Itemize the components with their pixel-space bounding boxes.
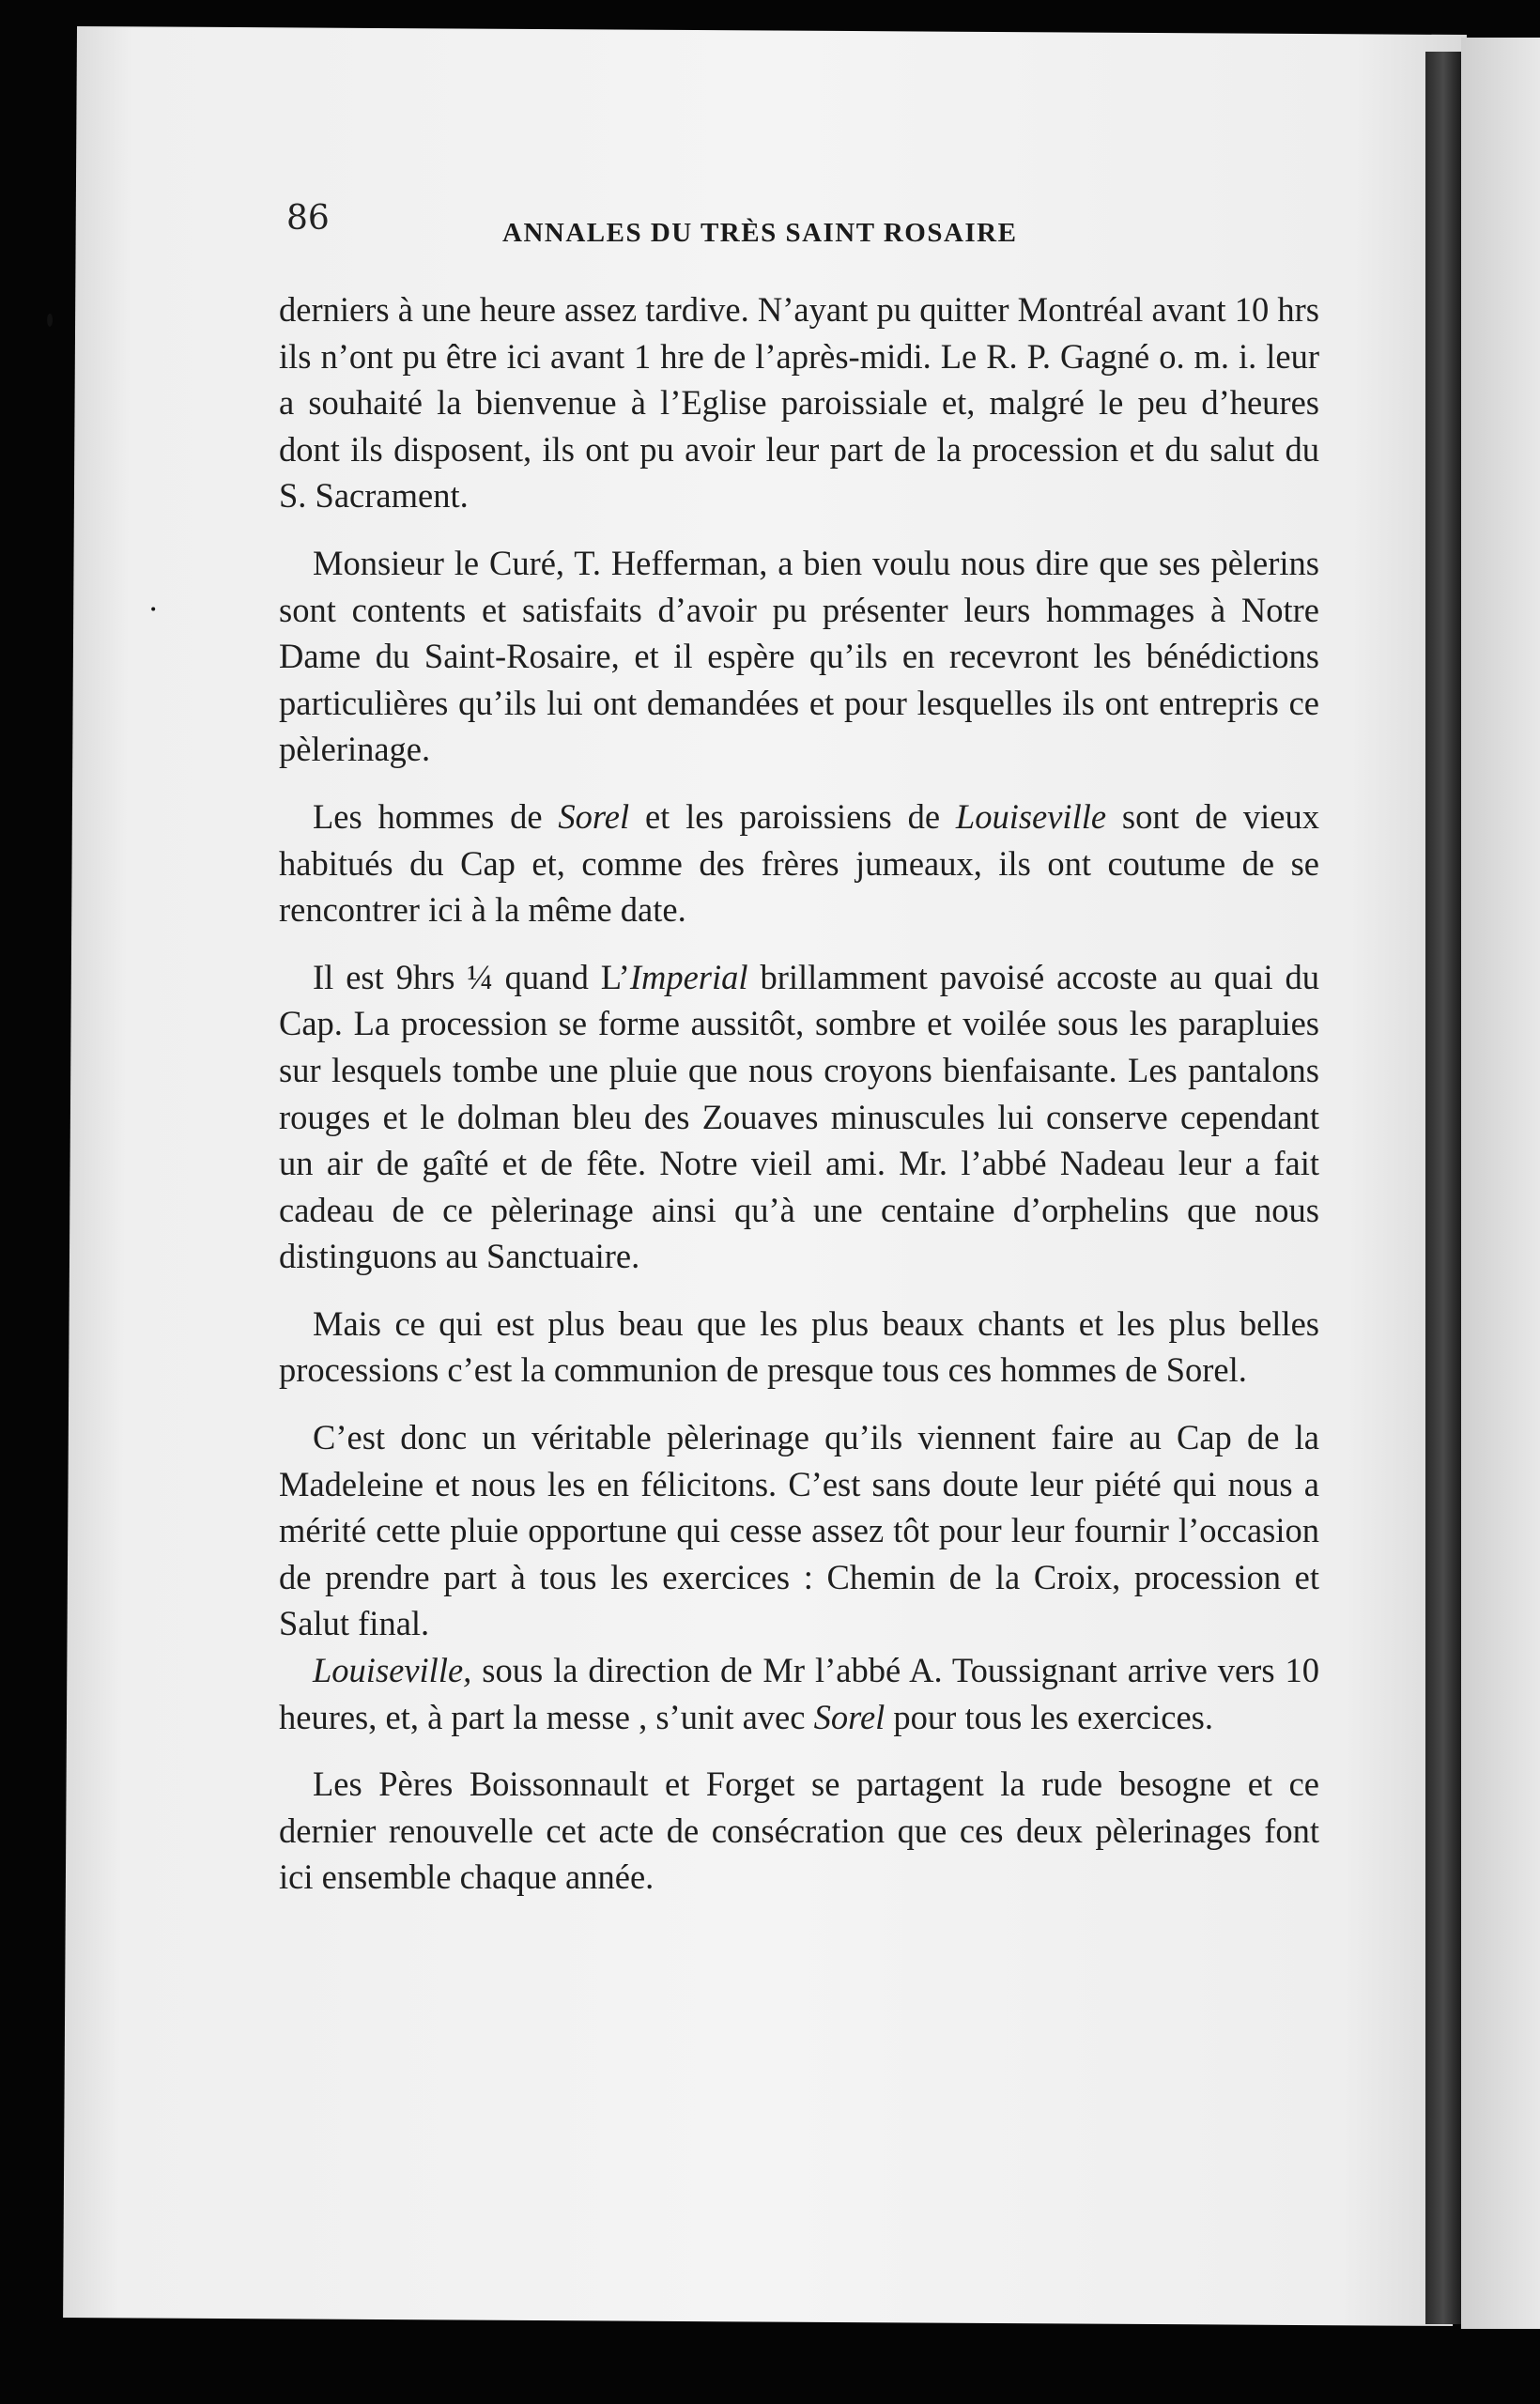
running-header (286, 199, 1319, 255)
text-run: Mais ce qui est plus beau que les plus beaux chants et les plus belles processions c’est la communion de presque tous ces hommes de Sorel. (279, 1303, 1319, 1390)
paragraph (279, 954, 1319, 1280)
paragraph (279, 1301, 1319, 1394)
page-number: 86 (286, 199, 330, 238)
paragraph (279, 1414, 1319, 1647)
text-run: brillamment pavoisé accoste au quai du Cap. La procession se forme aussitôt, sombre et voilée sous les parapluies sur lesquels tombe une pluie que nous croyons bienfaisante. Les pantalons rouges et le dolman bleu des Zouaves minuscules lui conserve cependant un air de gaîté et de fête. Notre vieil ami. Mr. l’abbé Nadeau leur a fait cadeau de ce pèlerinage ainsi qu’à une centaine d’orphelins que nous distinguons au Sanctuaire. (279, 957, 1319, 1276)
paragraph (279, 1761, 1319, 1901)
paragraph (279, 286, 1319, 519)
text-run-italic: Sorel (558, 796, 630, 836)
text-run: pour tous les exercices. (885, 1697, 1213, 1736)
scan-speck (47, 314, 53, 327)
text-run-italic: Louiseville (955, 796, 1107, 836)
text-run-italic: Sorel (813, 1697, 886, 1736)
text-run-italic: Imperial (629, 957, 748, 996)
paragraph (279, 1647, 1319, 1740)
text-run: derniers à une heure assez tardive. N’ayant pu quitter Montréal avant 10 hrs ils n’ont pu être ici avant 1 hre de l’après-midi. Le R. P. Gagné o. m. i. leur a souhaité la bienvenue à l’Eglise paroissiale et, malgré le peu d’heures dont ils disposent, ils ont pu avoir leur part de la procession et du salut du S. Sacrament. (279, 290, 1319, 516)
book-spine-shadow (1425, 52, 1461, 2324)
text-run: Les Pères Boissonnault et Forget se partagent la rude besogne et ce dernier renouvelle cet acte de consécration que ces deux pèlerinages font ici ensemble chaque année. (279, 1764, 1319, 1897)
text-run: Les hommes de (313, 796, 559, 836)
scan-speck (151, 607, 155, 610)
text-run: sont de vieux habitués du Cap et, comme des frères jumeaux, ils ont coutume de se rencontrer ici à la même date. (279, 796, 1319, 930)
paragraph (279, 794, 1319, 933)
text-run: sous la direction de Mr l’abbé A. Toussignant arrive vers 10 heures, et, à part la messe , s’unit avec (279, 1651, 1319, 1736)
running-title: ANNALES DU TRÈS SAINT ROSAIRE (502, 218, 1018, 248)
facing-page-edge (1461, 38, 1540, 2329)
text-run-italic: Louiseville, (313, 1651, 472, 1690)
body-text (279, 286, 1319, 1921)
text-run: Il est 9hrs ¼ quand L’ (313, 957, 630, 996)
text-run: C’est donc un véritable pèlerinage qu’ils viennent faire au Cap de la Madeleine et nous les en félicitons. C’est sans doute leur piété qui nous a mérité cette pluie opportune qui cesse assez tôt pour leur fournir l’occasion de prendre part à tous les exercices : Chemin de la Croix, procession et Salut final. (279, 1418, 1319, 1643)
text-run: et les paroissiens de (629, 796, 956, 836)
paragraph (279, 540, 1319, 773)
text-run: Monsieur le Curé, T. Hefferman, a bien voulu nous dire que ses pèlerins sont contents et satisfaits d’avoir pu présenter leurs hommages à Notre Dame du Saint-Rosaire, et il espère qu’ils en recevront les bénédictions particulières qu’ils lui ont demandées et pour lesquelles ils ont entrepris ce pèlerinage. (279, 543, 1319, 769)
